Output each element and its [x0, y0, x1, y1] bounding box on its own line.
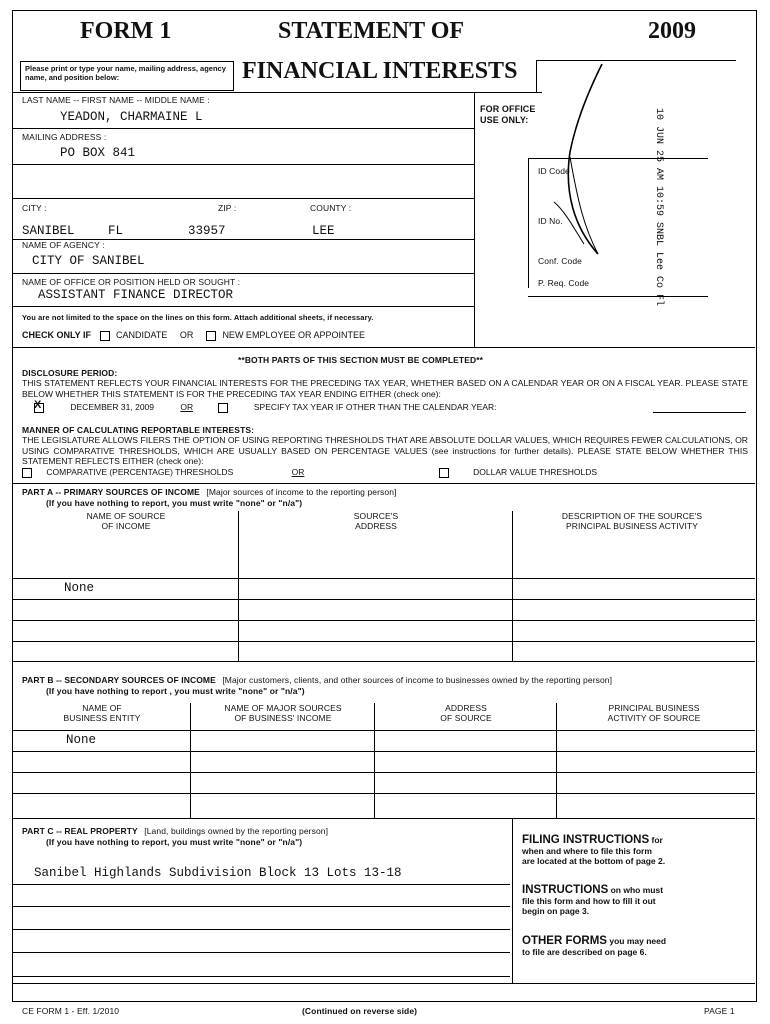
office-use-title1: FOR OFFICE: [480, 104, 536, 114]
id-code-label: ID Code: [538, 166, 570, 176]
part-c-note: [Land, buildings owned by the reporting person]: [144, 826, 329, 836]
part-c-row: [12, 929, 510, 930]
part-c-entry: Sanibel Highlands Subdivision Block 13 Lots 13-18: [34, 866, 402, 880]
part-a-col1: NAME OF SOURCE OF INCOME: [86, 511, 166, 531]
part-b-vline: [190, 703, 191, 818]
p-req-code-label: P. Req. Code: [538, 278, 590, 288]
rule: [12, 273, 474, 274]
part-b-col1: NAME OF BUSINESS ENTITY: [63, 703, 141, 723]
agency-value: CITY OF SANIBEL: [32, 254, 145, 268]
name-value: YEADON, CHARMAINE L: [60, 110, 203, 124]
part-b-note: [Major customers, clients, and other sources of income to businesses owned by the reporting person]: [222, 675, 613, 685]
city-value: SANIBEL: [22, 224, 75, 238]
comparative-checkbox[interactable]: [22, 468, 32, 478]
manner-heading: MANNER OF CALCULATING REPORTABLE INTERESTS:: [22, 425, 255, 435]
rule: [12, 306, 474, 307]
section-rule: [12, 818, 755, 819]
mailing-value: PO BOX 841: [60, 146, 136, 160]
part-a-heading: [22, 487, 397, 497]
form-number: FORM 1: [80, 18, 172, 44]
office-value: ASSISTANT FINANCE DIRECTOR: [38, 288, 234, 302]
threshold-options: [22, 467, 597, 478]
part-b-title: PART B -- SECONDARY SOURCES OF INCOME: [22, 675, 216, 685]
rule: [12, 164, 474, 165]
instructions-divider: [512, 818, 513, 984]
candidate-label: CANDIDATE: [116, 330, 168, 340]
specify-year-checkbox[interactable]: [218, 403, 228, 413]
filing-instructions: FILING INSTRUCTIONS for when and where to file this form are located at the bottom of page 2.: [522, 834, 666, 866]
part-c-sub: (If you have nothing to report, you must write "none" or "n/a"): [46, 837, 303, 847]
part-a-col3: DESCRIPTION OF THE SOURCE'S PRINCIPAL BUSINESS ACTIVITY: [561, 511, 703, 531]
part-a-row: [12, 641, 755, 642]
dec-31-label: DECEMBER 31, 2009: [70, 402, 154, 412]
name-label: LAST NAME -- FIRST NAME -- MIDDLE NAME :: [22, 95, 210, 105]
period-or: OR: [180, 402, 194, 412]
or-label: OR: [179, 330, 194, 340]
part-a-row: [12, 599, 755, 600]
check-only-label: CHECK ONLY IF: [22, 330, 92, 340]
office-use-v: [528, 158, 529, 288]
new-employee-label: NEW EMPLOYEE OR APPOINTEE: [222, 330, 365, 340]
part-b-row: [12, 730, 755, 731]
candidate-checkbox[interactable]: [100, 331, 110, 341]
received-stamp: 10 JUN 25 AM 10:59 SNBL Lee Co Fl: [653, 108, 664, 307]
new-employee-checkbox[interactable]: [206, 331, 216, 341]
part-c-row: [12, 884, 510, 885]
part-b-vline: [556, 703, 557, 818]
disclosure-period-text: THIS STATEMENT REFLECTS YOUR FINANCIAL INTERESTS FOR THE PRECEDING TAX YEAR, WHETHER BASED ON A CALENDAR YEAR OR ON A FISCAL YEAR. PLEASE STATE BELOW WHETHER THIS STATEMENT IS FOR THE PRECEDING TAX YEAR ENDING EITHER (check one):: [22, 378, 748, 399]
part-c-row: [12, 906, 510, 907]
print-instruction: Please print or type your name, mailing address, agency name, and position below:: [25, 64, 226, 82]
section-rule: [12, 347, 755, 348]
part-b-row: [12, 751, 755, 752]
part-b-entry: None: [66, 733, 97, 747]
header-rule: [12, 92, 542, 93]
office-use-rule-bottom: [528, 296, 708, 297]
dollar-label: DOLLAR VALUE THRESHOLDS: [473, 467, 598, 477]
part-b-heading: [22, 675, 612, 685]
part-b-sub: (If you have nothing to report , you must write "none" or "n/a"): [46, 686, 305, 696]
other-forms-note: OTHER FORMS you may need to file are described on page 6.: [522, 935, 667, 957]
id-no-label: ID No.: [538, 216, 563, 226]
city-label: CITY :: [22, 203, 47, 213]
part-a-row: [12, 578, 755, 579]
part-b-col2: NAME OF MAJOR SOURCES OF BUSINESS' INCOME: [224, 703, 342, 723]
dec-31-checkbox[interactable]: X: [34, 403, 44, 413]
part-c-title: PART C -- REAL PROPERTY: [22, 826, 138, 836]
conf-code-label: Conf. Code: [538, 256, 582, 266]
part-a-note: [Major sources of income to the reporting person]: [206, 487, 397, 497]
section-rule: [12, 483, 755, 484]
county-value: LEE: [312, 224, 335, 238]
comparative-label: COMPARATIVE (PERCENTAGE) THRESHOLDS: [46, 467, 234, 477]
section-rule: [12, 661, 755, 662]
mailing-label: MAILING ADDRESS :: [22, 132, 107, 142]
part-c-heading: [22, 826, 328, 836]
office-stamp-mark: [540, 62, 650, 262]
part-c-row: [12, 952, 510, 953]
dollar-checkbox[interactable]: [439, 468, 449, 478]
disclosure-period-heading: DISCLOSURE PERIOD:: [22, 368, 118, 378]
part-a-sub: (If you have nothing to report, you must write "none" or "n/a"): [46, 498, 303, 508]
part-a-col2: SOURCE'S ADDRESS: [353, 511, 399, 531]
part-a-vline: [238, 511, 239, 661]
part-c-row: [12, 976, 510, 977]
part-b-row: [12, 793, 755, 794]
part-a-entry: None: [64, 581, 95, 595]
period-options: [34, 398, 497, 413]
office-use-title2: USE ONLY:: [480, 115, 529, 125]
title-line1: STATEMENT OF: [278, 18, 465, 44]
header-rule-right: [536, 60, 736, 61]
rule: [12, 198, 474, 199]
threshold-or: OR: [291, 467, 305, 477]
specify-year-label: SPECIFY TAX YEAR IF OTHER THAN THE CALENDAR YEAR:: [253, 402, 497, 412]
office-use-divider: [474, 92, 475, 347]
space-note: You are not limited to the space on the lines on this form. Attach additional sheets, if necessary.: [22, 313, 374, 322]
part-b-row: [12, 772, 755, 773]
state-value: FL: [108, 224, 124, 238]
rule: [12, 128, 474, 129]
office-label: NAME OF OFFICE OR POSITION HELD OR SOUGHT :: [22, 277, 241, 287]
zip-label: ZIP :: [218, 203, 237, 213]
zip-value: 33957: [188, 224, 226, 238]
part-a-row: [12, 620, 755, 621]
county-label: COUNTY :: [310, 203, 352, 213]
part-a-vline: [512, 511, 513, 661]
footer-continued: (Continued on reverse side): [302, 1006, 418, 1016]
specify-year-line: [653, 412, 746, 413]
bottom-rule: [12, 983, 755, 984]
header-rule-right-v: [536, 60, 537, 92]
footer-form-id: CE FORM 1 - Eff. 1/2010: [22, 1006, 120, 1016]
part-a-title: PART A -- PRIMARY SOURCES OF INCOME: [22, 487, 200, 497]
check-only-row: [22, 330, 365, 341]
both-parts-note: **BOTH PARTS OF THIS SECTION MUST BE COMPLETED**: [238, 355, 484, 365]
part-b-col3: ADDRESS OF SOURCE: [440, 703, 492, 723]
part-b-vline: [374, 703, 375, 818]
instructions-note: INSTRUCTIONS on who must file this form and how to fill it out begin on page 3.: [522, 884, 664, 916]
title-line2: FINANCIAL INTERESTS: [242, 58, 518, 84]
manner-text: THE LEGISLATURE ALLOWS FILERS THE OPTION OF USING REPORTING THRESHOLDS THAT ARE ABSOLUTE DOLLAR VALUES, WHICH REQUIRES FEWER CALCULATIONS, OR USING COMPARATIVE THRESHOLDS, WHICH ARE USUALLY BASED ON PERCENTAGE VALUES (see instructions for further details). PLEASE STATE BELOW WHETHER THIS STATEMENT REFLECTS EITHER (check one):: [22, 435, 748, 466]
form-year: 2009: [648, 18, 696, 44]
footer-page: PAGE 1: [704, 1006, 735, 1016]
part-b-col4: PRINCIPAL BUSINESS ACTIVITY OF SOURCE: [607, 703, 701, 723]
agency-label: NAME OF AGENCY :: [22, 240, 105, 250]
